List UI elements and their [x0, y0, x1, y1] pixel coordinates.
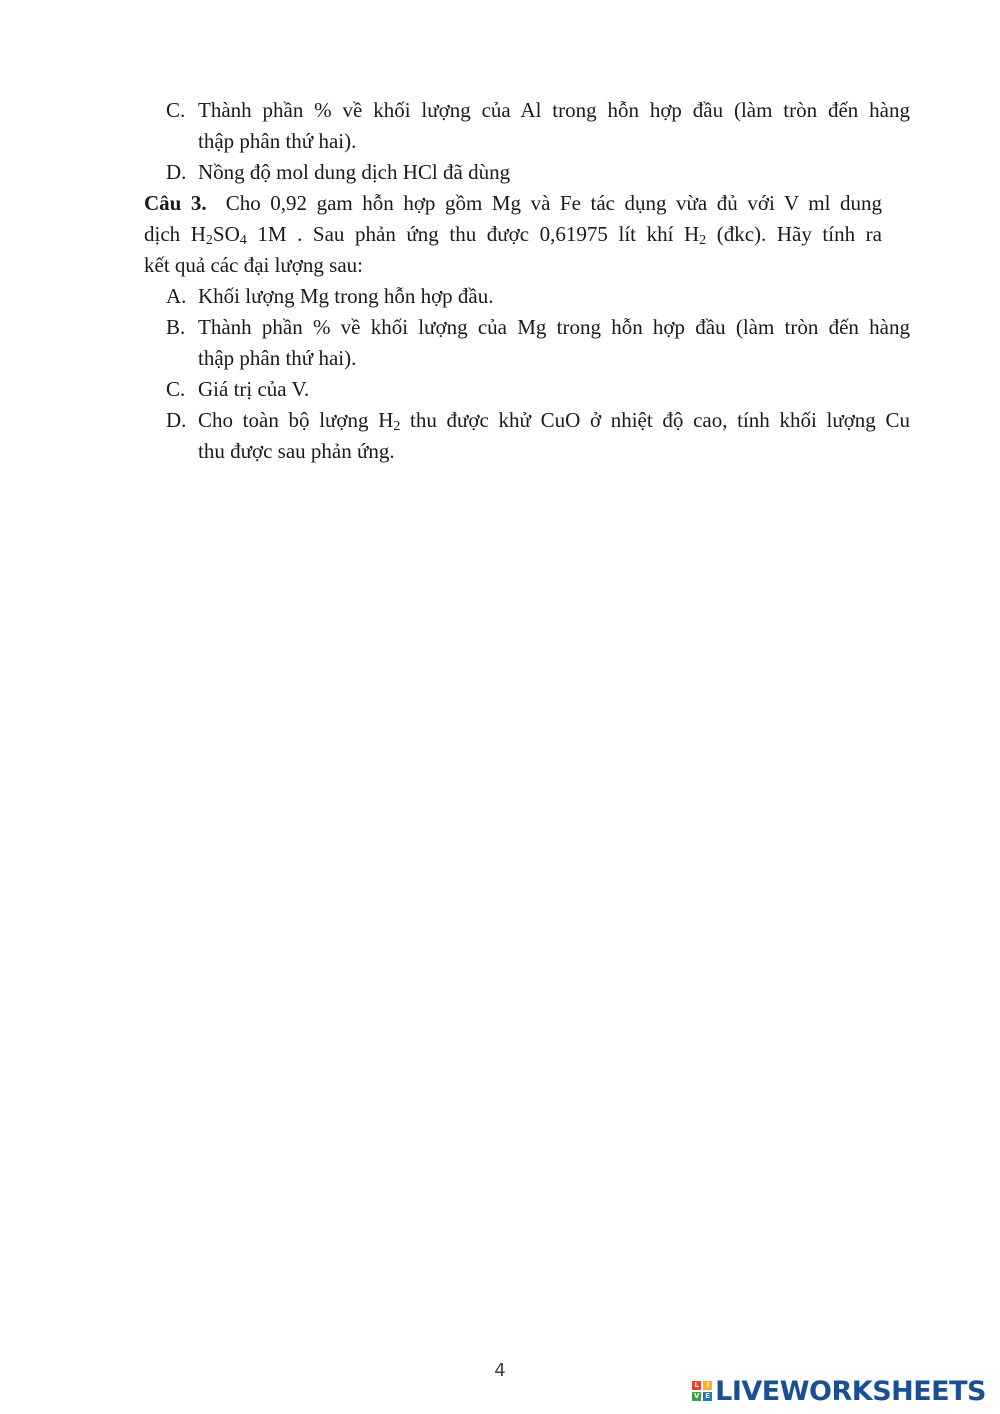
logo-square-l: L: [692, 1381, 701, 1390]
subscript: 2: [393, 419, 401, 434]
q2-option-c-letter: C.: [166, 98, 186, 122]
q3-option-a-letter: A.: [166, 284, 187, 308]
liveworksheets-logo-text: LIVEWORKSHEETS: [715, 1375, 986, 1407]
q3-option-d-letter: D.: [166, 408, 187, 432]
q3-option-c-letter: C.: [166, 377, 186, 401]
q3-option-a-text: Khối lượng Mg trong hỗn hợp đầu.: [198, 284, 494, 308]
q3-stem-line1: [144, 188, 882, 218]
q2-option-c-text-line2: thập phân thứ hai).: [198, 129, 357, 153]
liveworksheets-logo[interactable]: [692, 1376, 986, 1406]
subscript: 2: [205, 233, 213, 248]
q3-stem-line3: kết quả các đại lượng sau:: [144, 253, 363, 277]
subscript: 2: [699, 233, 707, 248]
q3-label: Câu 3.: [144, 191, 207, 215]
q2-option-d-letter: D.: [166, 160, 187, 184]
q3-stem-text2d: (đkc). Hãy tính ra: [706, 222, 882, 246]
q3-option-d-text-b: thu được khử CuO ở nhiệt độ cao, tính khối lượng Cu: [400, 408, 910, 432]
q3-stem-text2c: 1M . Sau phản ứng thu được 0,61975 lít khí H: [246, 222, 700, 246]
q3-option-b-letter: B.: [166, 315, 186, 339]
q3-option-d-text-line2: thu được sau phản ứng.: [198, 439, 395, 463]
q3-option-c-text: Giá trị của V.: [198, 377, 310, 401]
logo-square-v: V: [693, 1392, 700, 1400]
subscript: 4: [239, 233, 247, 248]
q3-stem-text2a: dịch H: [144, 222, 206, 246]
page-number: 4: [494, 1360, 506, 1381]
liveworksheets-logo-icon: [692, 1381, 712, 1401]
q3-option-b-text-line1: Thành phần % về khối lượng của Mg trong hỗn hợp đầu (làm tròn đến hàng: [198, 315, 910, 339]
logo-square-e: E: [703, 1392, 712, 1401]
q3-stem-text1: Cho 0,92 gam hỗn hợp gồm Mg và Fe tác dụng vừa đủ với V ml dung: [225, 191, 882, 215]
q3-stem-text2b: SO: [212, 222, 240, 246]
q3-stem-line2: [144, 219, 882, 249]
q3-option-d-text-line1: [198, 405, 910, 435]
q2-option-d-text: Nồng độ mol dung dịch HCl đã dùng: [198, 160, 511, 184]
q3-option-d-text-a: Cho toàn bộ lượng H: [198, 408, 394, 432]
q3-option-b-text-line2: thập phân thứ hai).: [198, 346, 357, 370]
logo-square-i: I: [703, 1381, 712, 1390]
q2-option-c-text-line1: Thành phần % về khối lượng của Al trong hỗn hợp đầu (làm tròn đến hàng: [198, 98, 910, 122]
